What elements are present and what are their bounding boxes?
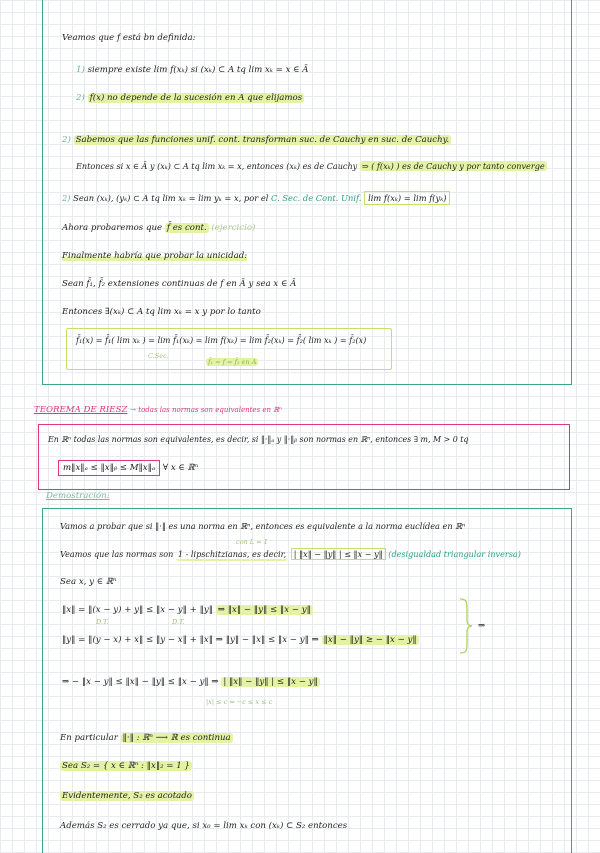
line-uniqueness: [62, 250, 247, 262]
lipschitz-c: | ‖x‖ − ‖y‖ | ≤ ‖x − y‖: [291, 548, 386, 560]
brace-implies: ⇒: [478, 621, 486, 631]
line-cauchy: [62, 134, 451, 146]
item-number: 2): [76, 93, 85, 103]
item-number: 2): [62, 135, 71, 145]
theorem-name: TEOREMA DE RIESZ: [34, 405, 128, 415]
proof-line-1: Vamos a probar que si ‖·‖ es una norma en ℝⁿ, entonces es equivalente a la norma euclídea en ℝⁿ: [60, 521, 466, 531]
continuity-text: Ahora probaremos que: [62, 223, 163, 233]
equation-note-equal: [206, 358, 258, 366]
uniqueness-equation: f̄₁(x) = f̄₁( lim xₖ ) = lim f̄₁(xₖ) = lim f(xₖ) = lim f̄₂(xₖ) = f̄₂( lim xₖ ) = f̄₂(x): [76, 335, 367, 345]
inequality-text: m‖x‖ₐ ≤ ‖x‖ᵦ ≤ M‖x‖ₐ: [63, 463, 156, 473]
lipschitz-b: 1 - lipschitzianas, es decir,: [177, 549, 287, 559]
proof-line-3: Sea x, y ∈ ℝⁿ: [60, 577, 117, 587]
equation-note-equal-text: f̄₁ = f = f̄₂ en A: [208, 358, 257, 366]
lipschitz-a: Veamos que las normas son: [60, 549, 174, 559]
proof-line-5: [62, 634, 419, 646]
equation-note-csec: C.Sec.: [148, 352, 169, 360]
line-sequences: [62, 192, 450, 204]
lipschitz-d: (desigualdad triangular inversa): [388, 549, 521, 559]
proof-line-7: [60, 732, 233, 744]
particular-b: ‖·‖ : ℝⁿ ⟶ ℝ es continua: [122, 733, 231, 743]
theorem-title: [34, 404, 282, 416]
proof-line-9: [60, 790, 194, 802]
reverse-a: ‖y‖ = ‖(y − x) + x‖ ≤ ‖y − x‖ + ‖x‖: [62, 635, 214, 645]
line-converge: [76, 160, 547, 172]
converge-text-b: ⇒ ( f(xₖ) ) es de Cauchy y por tanto converge: [361, 161, 545, 171]
proof-line-6: [62, 676, 320, 688]
item-number: 2): [62, 193, 71, 203]
triangle-b: ⇒ ‖x‖ − ‖y‖ ≤ ‖x − y‖: [217, 605, 311, 615]
reverse-b: ⇒ ‖y‖ − ‖x‖ ≤ ‖x − y‖ ⇒: [215, 635, 319, 645]
uniqueness-text: Finalmente habría que probar la unicidad:: [62, 251, 248, 261]
lipschitz-superscript: con L = 1: [236, 538, 268, 546]
line-condition-1: [76, 64, 309, 76]
theorem-reference: C. Sec. de Cont. Unif.: [271, 193, 362, 203]
bound-a: ⇒ − ‖x − y‖ ≤ ‖x‖ − ‖y‖ ≤ ‖x − y‖ ⇒: [62, 677, 219, 687]
proof-line-8: [60, 760, 192, 772]
bound-b: | ‖x‖ − ‖y‖ | ≤ ‖x − y‖: [223, 677, 318, 687]
line-continuity: [62, 222, 255, 234]
item-number: 1): [76, 65, 85, 75]
exercise-note: (ejercicio): [211, 223, 256, 233]
theorem-inequality-line: [58, 460, 198, 476]
triangle-sub-1: D.T.: [96, 618, 109, 626]
triangle-a: ‖x‖ = ‖(x − y) + y‖ ≤ ‖x − y‖ + ‖y‖: [62, 605, 214, 615]
bounded-text: Evidentemente, S₂ es acotado: [62, 791, 192, 801]
line-condition-2: [76, 92, 304, 104]
proof-heading-text: Demostración:: [46, 491, 110, 501]
limits-equal: lim f(xₖ) = lim f(yₖ): [364, 191, 450, 205]
continuity-highlight: f̄ es cont.: [166, 223, 207, 233]
abs-value-note: |x| ≤ c ⇔ −c ≤ x ≤ c: [206, 698, 273, 706]
inequality-quantifier: ∀ x ∈ ℝⁿ: [162, 463, 199, 473]
inequality-frame: [58, 460, 160, 476]
condition-2-text: f(x) no depende de la sucesión en A que elijamos: [89, 93, 303, 103]
proof-line-4: [62, 604, 313, 616]
condition-1-text: siempre existe lim f(xₖ) si (xₖ) ⊂ A tq lim xₖ = x ∈ Ā: [87, 65, 309, 75]
proof-line-10: Además S₂ es cerrado ya que, si x₀ = lim xₖ con (xₖ) ⊂ S₂ entonces: [60, 821, 348, 831]
cauchy-text: Sabemos que las funciones unif. cont. transforman suc. de Cauchy en suc. de Cauchy.: [75, 135, 450, 145]
sequences-text: Sean (xₖ), (yₖ) ⊂ A tq lim xₖ = lim yₖ = x, por el: [73, 193, 269, 203]
line-then: Entonces ∃(xₖ) ⊂ A tq lim xₖ = x y por lo tanto: [62, 307, 261, 317]
sphere-def: Sea S₂ = { x ∈ ℝⁿ : ‖x‖₂ = 1 }: [62, 761, 190, 771]
line-well-defined: Veamos que f está bn definida:: [62, 33, 196, 43]
line-extensions: Sean f̄₁, f̄₂ extensiones continuas de f en Ā y sea x ∈ Ā: [62, 279, 297, 289]
reverse-c: ‖x‖ − ‖y‖ ≥ − ‖x − y‖: [323, 635, 417, 645]
theorem-subtitle: → todas las normas son equivalentes en ℝⁿ: [130, 406, 282, 414]
particular-a: En particular: [60, 733, 118, 743]
theorem-statement: En ℝⁿ todas las normas son equivalentes, es decir, si ‖·‖ₐ y ‖·‖ᵦ son normas en ℝⁿ, entonces ∃ m, M > 0 tq: [48, 435, 469, 444]
proof-heading: [46, 490, 110, 502]
triangle-sub-2: D.T.: [172, 618, 185, 626]
right-brace-icon: [458, 598, 474, 654]
converge-text-a: Entonces si x ∈ Ā y (xₖ) ⊂ A tq lim xₖ = x, entonces (xₖ) es de Cauchy: [76, 161, 358, 171]
proof-line-2: [60, 548, 521, 560]
